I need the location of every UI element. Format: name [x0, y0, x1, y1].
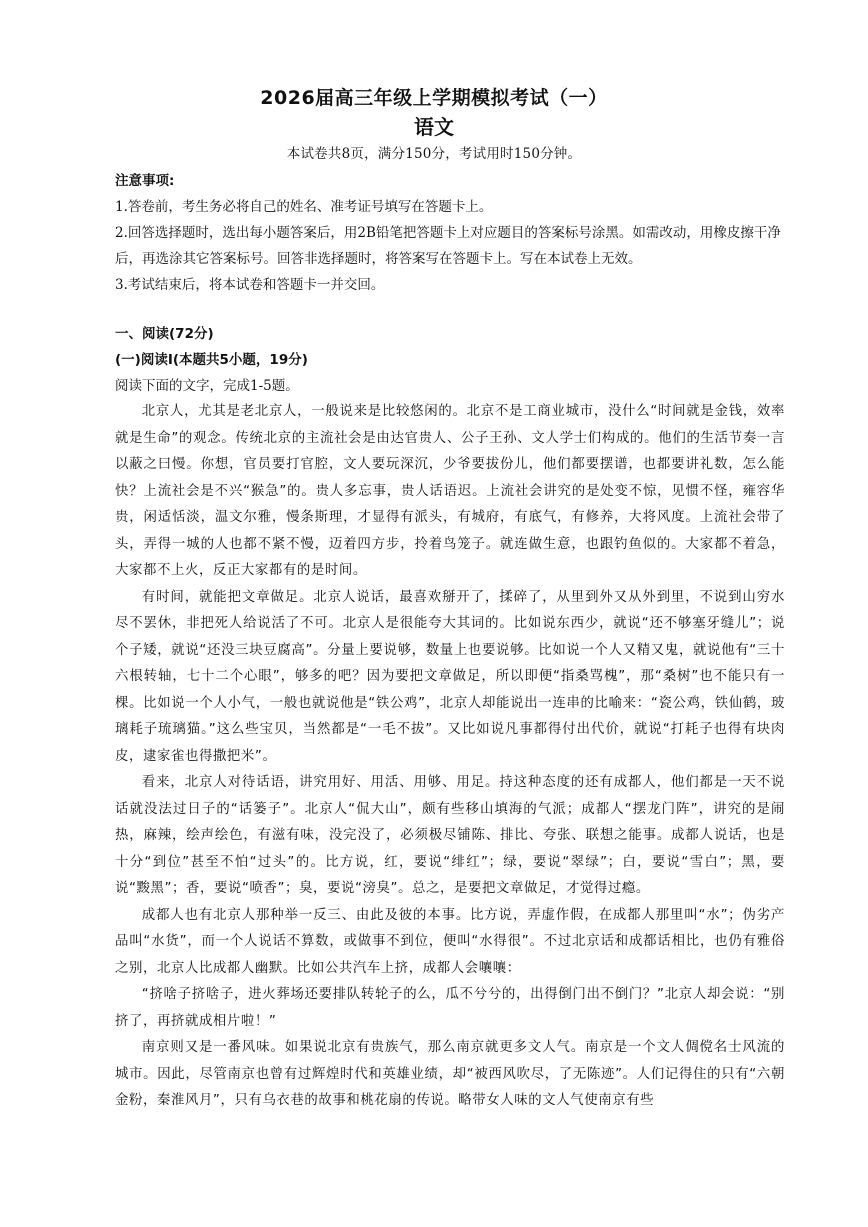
- exam-info: 本试卷共8页，满分150分，考试用时150分钟。: [286, 146, 582, 162]
- part-heading: (一)阅读Ⅰ(本题共5小题，19分): [115, 352, 308, 368]
- reading-instruction: 阅读下面的文字，完成1-5题。: [115, 378, 299, 394]
- passage-paragraph: 南京则又是一番风味。如果说北京有贵族气，那么南京就更多文人气。南京是一个文人倜傥名士风流的城市。因此，尽管南京也曾有过辉煌时代和英雄业绩，却“被西风吹尽，了无陈迹”。人们记得住的只有“六朝金粉，秦淮风月”，只有乌衣巷的故事和桃花扇的传说。略带女人味的文人气使南京有些: [115, 1040, 785, 1108]
- passage-paragraph: 成都人也有北京人那种举一反三、由此及彼的本事。比方说，弄虚作假，在成都人那里叫“水”；伪劣产品叫“水货”，而一个人说话不算数，或做事不到位，便叫“水得很”。不过北京话和成都话相比，也仍有雅俗之别，北京人比成都人幽默。比如公共汽车上挤，成都人会嚷嚷：: [115, 907, 785, 976]
- notes-section: [115, 168, 785, 298]
- exam-title: 2026届高三年级上学期模拟考试（一）: [260, 87, 608, 109]
- notes-heading: 注意事项:: [115, 173, 175, 189]
- note-item: 1.答卷前，考生务必将自己的姓名、准考证号填写在答题卡上。: [115, 199, 493, 215]
- passage-paragraph: 看来，北京人对待话语，讲究用好、用活、用够、用足。持这种态度的还有成都人，他们都是一天不说话就没法过日子的“话篓子”。北京人“侃大山”，颇有些移山填海的气派；成都人“摆龙门阵”，讲究的是闹热，麻辣，绘声绘色，有滋有味，没完没了，必须极尽铺陈、排比、夸张、联想之能事。成都人说话，也是十分“到位”甚至不怕“过头”的。比方说，红，要说“绯红”；绿，要说“翠绿”；白，要说“雪白”；黑，要说“黢黑”；香，要说“喷香”；臭，要说“滂臭”。总之，是要把文章做足，才觉得过瘾。: [115, 775, 785, 896]
- reading-section: [115, 321, 785, 1115]
- subject-title: 语文: [414, 115, 454, 139]
- passage-paragraph: “挤啥子挤啥子，进火葬场还要排队转轮子的么，瓜不兮兮的，出得倒门出不倒门？”北京人却会说：“别挤了，再挤就成相片啦！”: [115, 987, 785, 1029]
- note-item: 3.考试结束后，将本试卷和答题卡一并交回。: [115, 277, 385, 293]
- passage-paragraph: 有时间，就能把文章做足。北京人说话，最喜欢掰开了，揉碎了，从里到外又从外到里，不说到山穷水尽不罢休，非把死人给说活了不可。北京人是很能夸大其词的。比如说东西少，就说“还不够塞牙缝儿”；说个子矮，就说“还没三块豆腐高”。分量上要说够，数量上也要说够。比如说一个人又精又鬼，就说他有“三十六根转轴，七十二个心眼”，够多的吧？因为要把文章做足，所以即便“指桑骂槐”，那“桑树”也不能只有一棵。比如说一个人小气，一般也就说他是“铁公鸡”，北京人却能说出一连串的比喻来：“瓷公鸡，铁仙鹤，玻璃耗子琉璃猫。”这么些宝贝，当然都是“一毛不拔”。又比如说凡事都得付出代价，就说“打耗子也得有块肉皮，逮家雀也得撒把米”。: [115, 589, 785, 764]
- section-heading: 一、阅读(72分): [115, 326, 214, 342]
- note-item: 2.回答选择题时，选出每小题答案后，用2B铅笔把答题卡上对应题目的答案标号涂黑。如需改动，用橡皮擦干净后，再选涂其它答案标号。回答非选择题时，将答案写在答题卡上。写在本试卷上无效。: [115, 225, 781, 267]
- passage-paragraph: 北京人，尤其是老北京人，一般说来是比较悠闲的。北京不是工商业城市，没什么“时间就是金钱，效率就是生命”的观念。传统北京的主流社会是由达官贵人、公子王孙、文人学士们构成的。他们的生活节奏一言以蔽之曰慢。你想，官员要打官腔，文人要玩深沉，少爷要拔份儿，他们都要摆谱，也都要讲礼数，怎么能快？上流社会是不兴“猴急”的。贵人多忘事，贵人话语迟。上流社会讲究的是处变不惊，见惯不怪，雍容华贵，闲适恬淡，温文尔雅，慢条斯理，才显得有派头，有城府，有底气，有修养，大将风度。上流社会带了头，弄得一城的人也都不紧不慢，迈着四方步，拎着鸟笼子。就连做生意，也跟钓鱼似的。大家都不着急，大家都不上火，反正大家都有的是时间。: [115, 404, 785, 578]
